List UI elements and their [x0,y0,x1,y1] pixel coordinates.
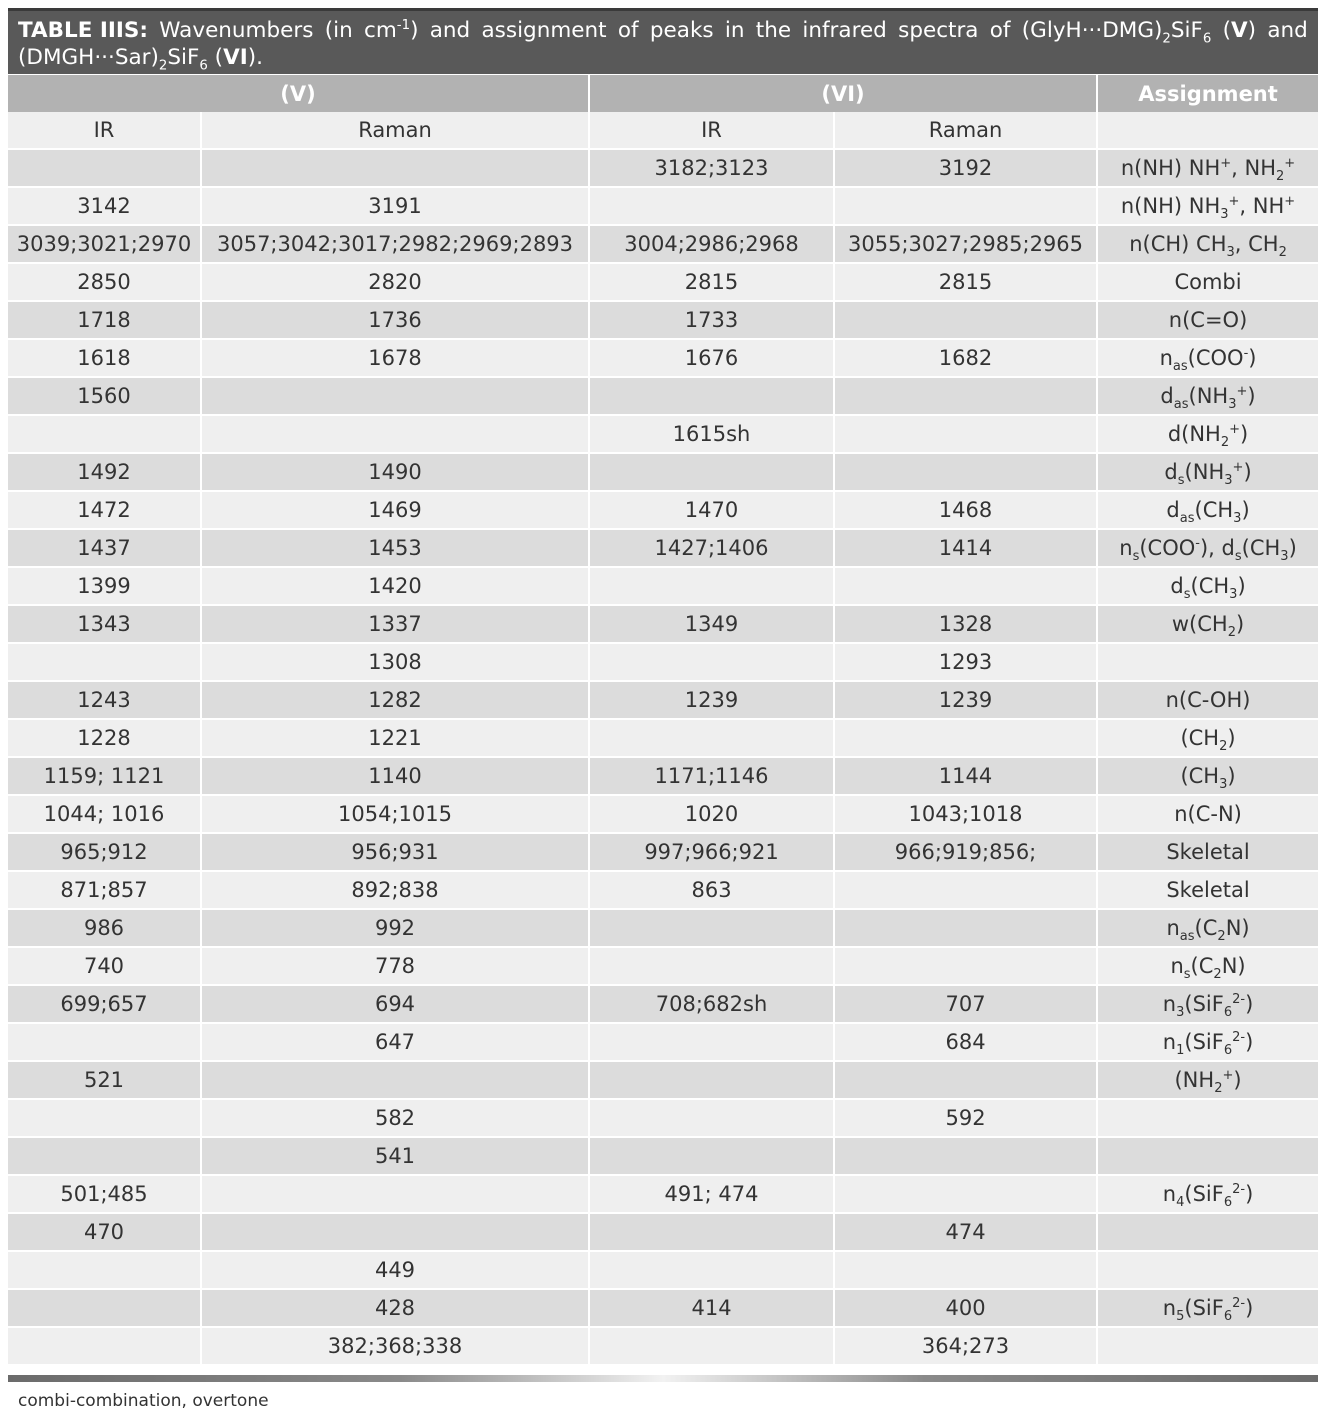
cell-ir-vi: 997;966;921 [589,833,834,871]
cell-assignment [1097,1251,1318,1289]
cell-ir-v [8,1023,201,1061]
group-header-vi: (VI) [589,75,1097,112]
cell-raman-vi: 966;919;856; [834,833,1097,871]
cell-ir-vi [589,453,834,491]
cell-ir-vi: 1676 [589,339,834,377]
cell-raman-v: 1337 [201,605,589,643]
cell-assignment: $n_s(COO^-)$, $d_s(CH_3)$ [1097,529,1318,567]
cell-ir-vi [589,187,834,225]
cell-assignment: n(C-N) [1097,795,1318,833]
table-row [8,187,1318,225]
cell-ir-v: 1618 [8,339,201,377]
cell-ir-v: 1560 [8,377,201,415]
cell-ir-v: 1399 [8,567,201,605]
cell-ir-vi: 1615sh [589,415,834,453]
cell-raman-vi: 2815 [834,263,1097,301]
cell-raman-v: 1453 [201,529,589,567]
cell-ir-v [8,149,201,187]
cell-ir-vi: 491; 474 [589,1175,834,1213]
cell-assignment: $d_s(NH_3^+)$ [1097,453,1318,491]
bottom-rule [8,1375,1318,1382]
caption-word: the [755,18,792,43]
caption-word: (V) [1222,18,1257,43]
cell-ir-v: 871;857 [8,871,201,909]
cell-ir-v: 1472 [8,491,201,529]
cell-assignment: $n_4(SiF_6^{2-})$ [1097,1175,1318,1213]
wavenumber-table [8,75,1318,1366]
cell-assignment: Skeletal [1097,871,1318,909]
cell-assignment [1097,1213,1318,1251]
cell-assignment: $(NH_2^+)$ [1097,1061,1318,1099]
cell-ir-v: 521 [8,1061,201,1099]
cell-raman-v: 892;838 [201,871,589,909]
cell-raman-v: 992 [201,909,589,947]
cell-ir-v [8,415,201,453]
cell-ir-vi [589,1061,834,1099]
cell-assignment [1097,1099,1318,1137]
cell-assignment: $n_{as}(COO^-)$ [1097,339,1318,377]
cell-raman-vi: 364;273 [834,1327,1097,1365]
table-row [8,1023,1318,1061]
cell-raman-v [201,1061,589,1099]
cell-ir-v: 1343 [8,605,201,643]
table-row [8,1213,1318,1251]
assignment-header: Assignment [1097,75,1318,112]
cell-raman-v [201,1213,589,1251]
cell-raman-vi: 400 [834,1289,1097,1327]
cell-raman-vi [834,567,1097,605]
table-row [8,453,1318,491]
cell-raman-vi [834,871,1097,909]
cell-raman-v: 1282 [201,681,589,719]
cell-assignment [1097,1327,1318,1365]
caption-word: assignment [481,18,607,43]
table-row [8,339,1318,377]
cell-assignment: $n_3(SiF_6^{2-})$ [1097,985,1318,1023]
table-row [8,1289,1318,1327]
cell-raman-vi: 3055;3027;2985;2965 [834,225,1097,263]
cell-ir-vi [589,377,834,415]
cell-raman-v: 778 [201,947,589,985]
table-row [8,643,1318,681]
cell-ir-vi [589,1099,834,1137]
cell-raman-vi [834,909,1097,947]
subheader-assignment [1097,112,1318,149]
cell-raman-v: 582 [201,1099,589,1137]
cell-raman-v: 694 [201,985,589,1023]
table-row [8,909,1318,947]
table-row [8,605,1318,643]
cell-ir-vi: 1020 [589,795,834,833]
cell-raman-v: 2820 [201,263,589,301]
cell-raman-vi [834,301,1097,339]
cell-raman-vi: 1328 [834,605,1097,643]
table-row [8,301,1318,339]
caption-word: peaks [649,18,714,43]
caption-word: of [989,18,1011,43]
cell-ir-v: 1159; 1121 [8,757,201,795]
cell-raman-v: 956;931 [201,833,589,871]
group-header-row [8,75,1318,112]
cell-ir-vi: 3182;3123 [589,149,834,187]
cell-ir-vi: 1171;1146 [589,757,834,795]
cell-raman-v: 428 [201,1289,589,1327]
cell-ir-v: 1228 [8,719,201,757]
cell-ir-v: 986 [8,909,201,947]
cell-ir-v: 1243 [8,681,201,719]
cell-assignment: $w(CH_2)$ [1097,605,1318,643]
table-row [8,263,1318,301]
cell-ir-vi: 3004;2986;2968 [589,225,834,263]
cell-ir-vi [589,567,834,605]
cell-raman-v: 1420 [201,567,589,605]
cell-assignment: $n_5(SiF_6^{2-})$ [1097,1289,1318,1327]
cell-raman-vi: 1682 [834,339,1097,377]
cell-raman-v [201,149,589,187]
caption-label: TABLE IIIS: [18,18,148,43]
caption-word: and [1267,18,1308,43]
cell-ir-v [8,1251,201,1289]
cell-ir-v: 1492 [8,453,201,491]
table-row [8,225,1318,263]
cell-ir-v [8,1099,201,1137]
table-row [8,795,1318,833]
cell-ir-v: 699;657 [8,985,201,1023]
cell-ir-v: 740 [8,947,201,985]
cell-assignment [1097,643,1318,681]
caption-line-1 [18,17,1308,47]
cell-ir-v [8,1327,201,1365]
table-row [8,1251,1318,1289]
group-header-v: (V) [8,75,589,112]
caption-word: $(GlyH\cdot\cdot\cdot DMG)_2SiF_6$ [1021,18,1212,47]
table-row [8,149,1318,187]
cell-raman-vi [834,947,1097,985]
cell-raman-vi: 684 [834,1023,1097,1061]
cell-raman-v: 1221 [201,719,589,757]
cell-ir-v: 965;912 [8,833,201,871]
subheader-ir-vi: IR [589,112,834,149]
cell-raman-v: 1054;1015 [201,795,589,833]
table-row [8,985,1318,1023]
table-row [8,719,1318,757]
cell-assignment: n(NH) NH+, $NH_2^+$ [1097,149,1318,187]
cell-assignment: n(NH) $NH_3^+$, NH+ [1097,187,1318,225]
cell-raman-v: 1678 [201,339,589,377]
cell-ir-v [8,1289,201,1327]
cell-raman-v: 3057;3042;3017;2982;2969;2893 [201,225,589,263]
table-row [8,681,1318,719]
cell-raman-vi: 1239 [834,681,1097,719]
table-row [8,1061,1318,1099]
cell-assignment [1097,1137,1318,1175]
cell-ir-v: 1044; 1016 [8,795,201,833]
cell-assignment: $(CH_2)$ [1097,719,1318,757]
cell-ir-v [8,1137,201,1175]
table-caption [8,8,1318,74]
cell-ir-vi: 1470 [589,491,834,529]
cell-ir-vi [589,1251,834,1289]
table-row [8,1175,1318,1213]
cell-raman-vi [834,1137,1097,1175]
table-row [8,833,1318,871]
cell-raman-vi: 3192 [834,149,1097,187]
cell-raman-vi: 1468 [834,491,1097,529]
cell-raman-vi [834,453,1097,491]
cell-raman-vi: 1414 [834,529,1097,567]
caption-word: $cm^{-1}$) [364,17,419,43]
cell-assignment: n(CH) $CH_3$, $CH_2$ [1097,225,1318,263]
subheader-ir-v: IR [8,112,201,149]
cell-ir-vi: 863 [589,871,834,909]
cell-ir-v [8,643,201,681]
table-row [8,415,1318,453]
cell-assignment: n(C-OH) [1097,681,1318,719]
cell-raman-v [201,415,589,453]
cell-raman-v: 1469 [201,491,589,529]
cell-raman-v: 1736 [201,301,589,339]
cell-ir-v: 1718 [8,301,201,339]
caption-word: and [429,18,471,43]
cell-raman-vi: 1293 [834,643,1097,681]
cell-ir-vi: 708;682sh [589,985,834,1023]
table-row [8,491,1318,529]
cell-raman-v: 541 [201,1137,589,1175]
table-row [8,871,1318,909]
cell-raman-vi [834,1175,1097,1213]
cell-assignment: Skeletal [1097,833,1318,871]
cell-raman-v: 1308 [201,643,589,681]
cell-assignment: $d_{as}(NH_3^+)$ [1097,377,1318,415]
cell-ir-vi [589,719,834,757]
cell-ir-vi [589,643,834,681]
cell-raman-v: 1140 [201,757,589,795]
cell-ir-vi: 2815 [589,263,834,301]
cell-raman-vi [834,1061,1097,1099]
cell-ir-v: 3039;3021;2970 [8,225,201,263]
caption-word: (in [324,18,353,43]
cell-raman-vi: 707 [834,985,1097,1023]
cell-assignment: $(CH_3)$ [1097,757,1318,795]
caption-word: Wavenumbers [159,18,314,43]
cell-ir-vi: 1733 [589,301,834,339]
table-row [8,567,1318,605]
cell-raman-vi: 1043;1018 [834,795,1097,833]
subheader-raman-v: Raman [201,112,589,149]
cell-assignment: Combi [1097,263,1318,301]
cell-raman-vi: 1144 [834,757,1097,795]
caption-word: in [724,18,745,43]
cell-raman-vi [834,719,1097,757]
cell-raman-vi [834,187,1097,225]
cell-raman-vi [834,415,1097,453]
caption-word: of [617,18,639,43]
cell-assignment: $d(NH_2^+)$ [1097,415,1318,453]
table-row [8,947,1318,985]
cell-ir-vi [589,947,834,985]
cell-ir-vi: 1349 [589,605,834,643]
cell-raman-vi [834,377,1097,415]
cell-assignment: $n_s(C_2N)$ [1097,947,1318,985]
table-row [8,529,1318,567]
cell-assignment: $n_{as}(C_2N)$ [1097,909,1318,947]
cell-raman-v: 3191 [201,187,589,225]
cell-raman-v: 449 [201,1251,589,1289]
cell-raman-v [201,1175,589,1213]
caption-line-2: $(DMGH\cdot\cdot\cdot Sar)_2SiF_6$ (VI). [18,45,263,74]
cell-ir-v: 2850 [8,263,201,301]
cell-raman-vi: 474 [834,1213,1097,1251]
caption-word: spectra [898,18,979,43]
caption-word: infrared [802,18,887,43]
cell-ir-vi [589,1327,834,1365]
table-row [8,377,1318,415]
cell-raman-v: 382;368;338 [201,1327,589,1365]
cell-ir-v: 3142 [8,187,201,225]
cell-raman-v [201,377,589,415]
cell-raman-vi: 592 [834,1099,1097,1137]
cell-raman-v: 1490 [201,453,589,491]
cell-raman-vi [834,1251,1097,1289]
cell-ir-vi [589,1023,834,1061]
table-row [8,1327,1318,1365]
cell-ir-v: 470 [8,1213,201,1251]
subheader-row [8,112,1318,149]
cell-ir-vi [589,1137,834,1175]
footnote: combi-combination, overtone [18,1391,269,1411]
cell-assignment: $d_{as}(CH_3)$ [1097,491,1318,529]
cell-ir-v: 501;485 [8,1175,201,1213]
cell-ir-vi [589,909,834,947]
cell-ir-v: 1437 [8,529,201,567]
subheader-raman-vi: Raman [834,112,1097,149]
cell-ir-vi: 1427;1406 [589,529,834,567]
cell-ir-vi [589,1213,834,1251]
cell-ir-vi: 414 [589,1289,834,1327]
cell-assignment: n(C=O) [1097,301,1318,339]
cell-raman-v: 647 [201,1023,589,1061]
cell-assignment: $d_s(CH_3)$ [1097,567,1318,605]
table-row [8,1099,1318,1137]
table-row [8,1137,1318,1175]
cell-ir-vi: 1239 [589,681,834,719]
cell-assignment: $n_1(SiF_6^{2-})$ [1097,1023,1318,1061]
table-row [8,757,1318,795]
